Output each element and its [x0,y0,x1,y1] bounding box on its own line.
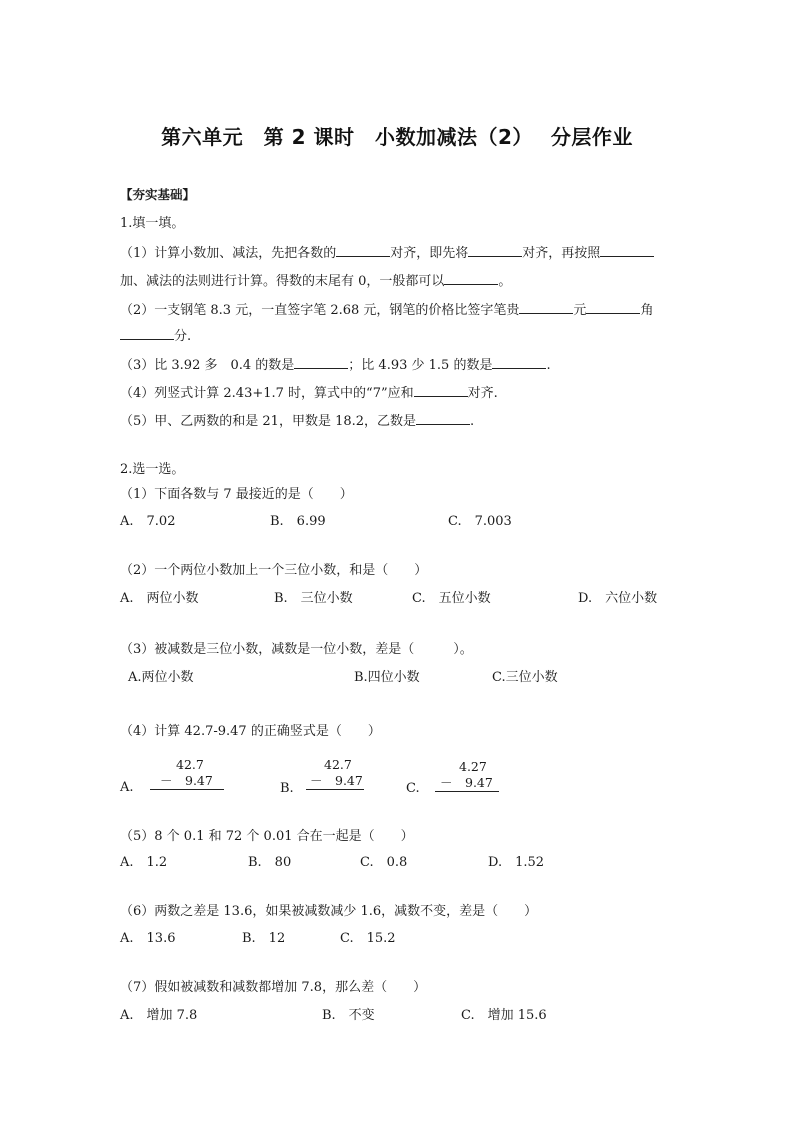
q2-2-stem: （2）一个两位小数加上一个三位小数，和是（ ） [120,563,428,578]
q2-7-stem: （7）假如被减数和减数都增加 7.8，那么差（ ） [120,980,427,995]
section-heading: 【夯实基础】 [120,187,196,202]
q2-7-option-c[interactable]: C. 增加 15.6 [461,1008,547,1023]
q2-4-option-b[interactable]: B. [280,781,294,796]
answer-blank[interactable] [492,356,546,369]
q2-3-option-b[interactable]: B.四位小数 [354,670,420,685]
q2-5-option-d[interactable]: D. 1.52 [488,855,545,870]
q1-line-5 [120,356,551,374]
answer-blank[interactable] [519,301,573,314]
q1-heading: 1.填一填。 [120,216,185,231]
q1-text: 对齐. [467,386,498,401]
answer-blank[interactable] [468,244,522,257]
q1-text: . [470,414,475,429]
q2-4-c-top: 4.27 [459,759,487,774]
q2-4-b-top: 42.7 [324,757,352,772]
q2-2-option-d[interactable]: D. 六位小数 [578,591,658,606]
q2-4-b-rule [306,789,364,790]
q2-6-option-c[interactable]: C. 15.2 [340,931,396,946]
q1-line-3 [120,301,653,319]
q1-text: （1）计算小数加、减法，先把各数的 [120,246,337,261]
q1-line-4 [120,327,191,345]
answer-blank[interactable] [586,301,640,314]
q2-6-stem: （6）两数之差是 13.6，如果被减数减少 1.6，减数不变，差是（ ） [120,904,538,919]
q2-heading: 2.选一选。 [120,462,185,477]
q1-text: 。 [498,274,512,289]
q1-text: 元 [573,303,587,318]
answer-blank[interactable] [414,384,468,397]
q2-5-option-a[interactable]: A. 1.2 [120,855,168,870]
q1-text: （5）甲、乙两数的和是 21，甲数是 18.2，乙数是 [120,414,417,429]
q2-5-stem: （5）8 个 0.1 和 72 个 0.01 合在一起是（ ） [120,829,414,844]
answer-blank[interactable] [120,327,174,340]
q2-4-c-rule [435,791,499,792]
answer-blank[interactable] [444,272,498,285]
q2-3-option-a[interactable]: A.两位小数 [128,670,194,685]
answer-blank[interactable] [600,244,654,257]
q2-1-stem: （1）下面各数与 7 最接近的是（ ） [120,487,353,502]
q2-4-c-bottom: － 9.47 [440,775,493,790]
q1-line-2 [120,272,511,290]
q2-6-option-b[interactable]: B. 12 [242,931,286,946]
q2-6-option-a[interactable]: A. 13.6 [120,931,176,946]
q1-line-6 [120,384,498,402]
answer-blank[interactable] [336,244,390,257]
q2-2-option-c[interactable]: C. 五位小数 [412,591,491,606]
q2-4-a-top: 42.7 [176,757,204,772]
q1-text: 加、减法的法则进行计算。得数的末尾有 0，一般都可以 [120,274,445,289]
q2-4-option-a[interactable]: A. [120,780,134,795]
q2-1-option-a[interactable]: A. 7.02 [120,514,176,529]
q1-text: 对齐，再按照 [522,246,601,261]
q2-3-option-c[interactable]: C.三位小数 [492,670,558,685]
q2-7-option-b[interactable]: B. 不变 [322,1008,375,1023]
q1-text: ；比 4.93 少 1.5 的数是 [348,358,493,373]
q1-text: （2）一支钢笔 8.3 元，一直签字笔 2.68 元，钢笔的价格比签字笔贵 [120,303,520,318]
q1-text: 角 [640,303,654,318]
q1-text: . [546,358,551,373]
q2-3-stem: （3）被减数是三位小数，减数是一位小数，差是（ ）。 [120,642,473,657]
q1-text: （3）比 3.92 多 0.4 的数是 [120,358,295,373]
q1-text: 分. [174,329,192,344]
q1-text: 对齐，即先将 [390,246,469,261]
q2-2-option-b[interactable]: B. 三位小数 [274,591,353,606]
q2-7-option-a[interactable]: A. 增加 7.8 [120,1008,198,1023]
q2-4-b-bottom: － 9.47 [310,773,363,788]
q2-5-option-c[interactable]: C. 0.8 [360,855,408,870]
q2-4-a-bottom: － 9.47 [160,773,213,788]
q2-1-option-b[interactable]: B. 6.99 [270,514,326,529]
q2-4-stem: （4）计算 42.7-9.47 的正确竖式是（ ） [120,724,381,739]
q1-line-1 [120,244,654,262]
q2-1-option-c[interactable]: C. 7.003 [448,514,512,529]
q1-text: （4）列竖式计算 2.43+1.7 时，算式中的“7”应和 [120,386,414,401]
q2-5-option-b[interactable]: B. 80 [248,855,292,870]
q2-4-option-c[interactable]: C. [406,781,420,796]
q1-line-7 [120,412,474,430]
page-title: 第六单元 第 2 课时 小数加减法（2） 分层作业 [161,125,633,149]
q2-2-option-a[interactable]: A. 两位小数 [120,591,199,606]
answer-blank[interactable] [294,356,348,369]
answer-blank[interactable] [416,412,470,425]
q2-4-a-rule [150,789,224,790]
